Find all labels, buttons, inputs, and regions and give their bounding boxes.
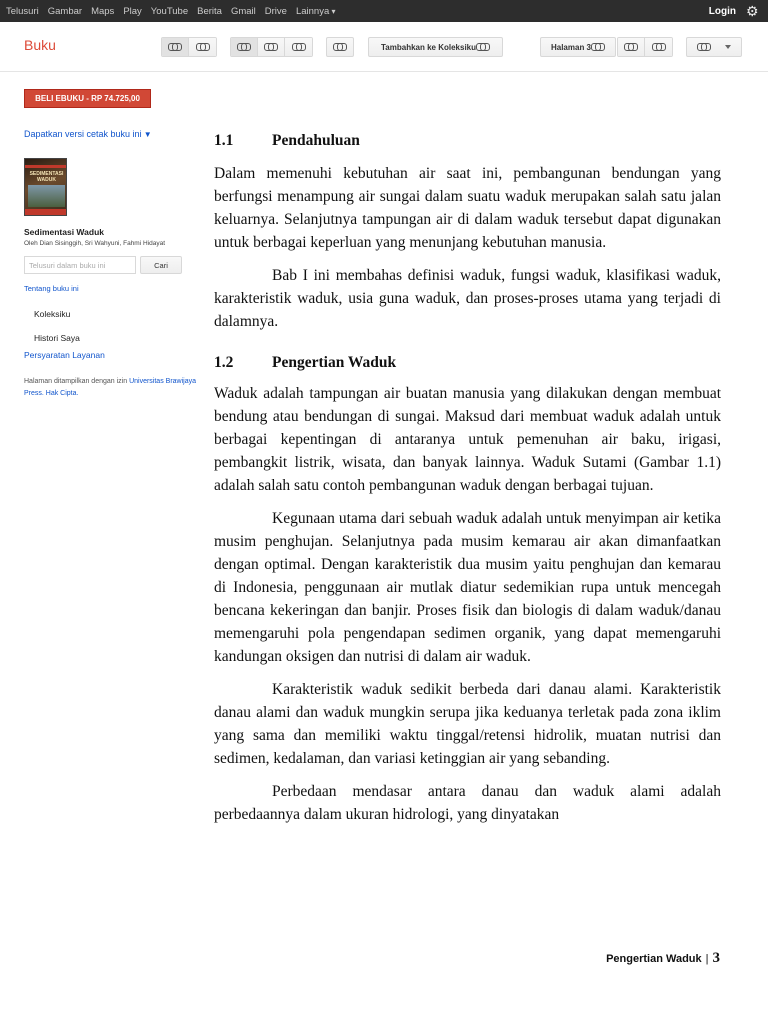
next-page-button[interactable] (645, 38, 672, 56)
permission-text: Halaman ditampilkan dengan izin (24, 378, 128, 385)
gbar-link-gambar[interactable]: Gambar (47, 5, 83, 17)
paragraph: Waduk adalah tampungan air buatan manusia yang dilakukan dengan membuat bendung atau bendungan di sungai. Maksud dari membuat waduk adalah untuk berbagai kepentingan di antaranya untuk pemenuhan air baku, irigasi, pembangkit listrik, wisata, dan banyak lainnya. Waduk Sutami (Gambar 1.1) adalah salah satu contoh pembangunan waduk dengan berbagai tujuan. (214, 385, 721, 494)
section-title: Pengertian Waduk (272, 354, 397, 371)
link-icon (292, 43, 306, 51)
book-cover[interactable] (24, 158, 67, 216)
view-two-page-button[interactable] (189, 38, 216, 56)
books-header (0, 22, 768, 72)
buy-ebook-button[interactable]: BELI EBUKU - RP 74.725,00 (24, 89, 151, 108)
permission-note (24, 376, 204, 400)
view-single-page-button[interactable] (162, 38, 189, 56)
section-number: 1.1 (214, 132, 234, 149)
get-print-version-link[interactable]: Dapatkan versi cetak buku ini ▼ (24, 129, 152, 139)
link-icon (697, 43, 711, 51)
chevron-down-icon (725, 45, 731, 49)
gbar-more-menu[interactable]: Lainnya ▾ (296, 6, 336, 17)
link-button[interactable] (326, 37, 354, 57)
gbar-link-drive[interactable]: Drive (264, 5, 287, 17)
sidebar-item-history[interactable]: Histori Saya (34, 333, 80, 343)
search-in-book-input[interactable] (24, 256, 136, 274)
cover-image (28, 185, 65, 207)
layout-thumbnail-button[interactable] (285, 38, 312, 56)
page-number: 3 (712, 950, 720, 966)
section-number: 1.2 (214, 354, 234, 371)
paragraph: Perbedaan mendasar antara danau dan waduk alami adalah perbedaannya dalam ukuran hidrologi, yang dinyatakan (214, 783, 721, 823)
google-bar-links (0, 6, 344, 17)
link-icon (168, 43, 182, 51)
google-bar (0, 0, 768, 22)
link-icon (237, 43, 251, 51)
books-logo[interactable]: Buku (24, 37, 56, 53)
gbar-link-berita[interactable]: Berita (197, 5, 222, 17)
terms-of-service-link[interactable]: Persyaratan Layanan (24, 350, 105, 360)
paragraph: Dalam memenuhi kebutuhan air saat ini, pembangunan bendungan yang berfungsi menampung air sungai dalam suatu waduk merupakan salah satu jalan keluarnya. Selanjutnya tampungan air di dalam waduk tersebut dapat digunakan untuk berbagai keperluan yang menunjang kebutuhan manusia. (214, 165, 721, 251)
paragraph: Karakteristik waduk sedikit berbeda dari danau alami. Karakteristik danau alami dan waduk mungkin serupa jika keduanya terletak pada zona iklim yang sama dan memiliki waktu tinggal/retensi hidrolik, muatan nutrisi dan sedimen, kedalaman, dan variasi ketinggian air yang sebanding. (214, 681, 721, 767)
link-icon (264, 43, 278, 51)
link-icon (476, 43, 490, 51)
cover-strip (25, 165, 67, 168)
layout-text-button[interactable] (258, 38, 285, 56)
gbar-link-maps[interactable]: Maps (91, 5, 115, 17)
gbar-link-youtube[interactable]: YouTube (150, 5, 189, 17)
link-icon (591, 43, 605, 51)
add-to-library-label: Tambahkan ke Koleksiku (381, 42, 476, 52)
paragraph: Bab I ini membahas definisi waduk, fungsi waduk, klasifikasi waduk, karakteristik waduk, usia guna waduk, dan proses-proses utama yang terjadi di dalamnya. (214, 267, 721, 330)
settings-dropdown-button[interactable] (686, 37, 742, 57)
book-page (214, 130, 721, 826)
about-book-link[interactable]: Tentang buku ini (24, 284, 79, 293)
gear-icon[interactable]: ⚙ (746, 3, 759, 19)
running-footer-title: Pengertian Waduk (606, 953, 702, 965)
search-button[interactable]: Cari (140, 256, 182, 274)
page-selector-button[interactable] (540, 37, 616, 57)
cover-title: SEDIMENTASI WADUK (29, 171, 64, 183)
paragraph: Kegunaan utama dari sebuah waduk adalah untuk menyimpan air ketika musim penghujan. Selanjutnya pada musim kemarau air akan dimanfaatkan dengan optimal. Dengan karakteristik dua musim yaitu penghujan dan kemarau di Indonesia, penggunaan air mutlak diatur sedemikian rupa untuk mencegah bencana kekeringan dan banjir. Proses fisik dan biologis di dalam waduk/danau memengaruhi pola pengendapan sedimen organik, yang dapat memengaruhi kandungan oksigen dan nutrisi di dalam air waduk. (214, 510, 721, 665)
gbar-link-telusuri[interactable]: Telusuri (6, 5, 39, 17)
link-icon (196, 43, 210, 51)
link-icon (624, 43, 638, 51)
book-title: Sedimentasi Waduk (24, 227, 104, 237)
page-selector-label: Halaman 3 (550, 42, 592, 52)
add-to-library-button[interactable] (368, 37, 503, 57)
sidebar-item-library[interactable]: Koleksiku (34, 309, 71, 319)
publisher-link[interactable]: Universitas Brawijaya Press. Hak Cipta. (24, 378, 196, 397)
book-authors: Oleh Dian Sisinggih, Sri Wahyuni, Fahmi Hidayat (24, 240, 166, 247)
section-heading-1-2 (214, 352, 721, 374)
page-nav-group (617, 37, 673, 57)
link-icon (652, 43, 666, 51)
gbar-link-play[interactable]: Play (123, 5, 142, 17)
login-link[interactable]: Login (708, 5, 736, 17)
footer-separator: | (705, 953, 709, 965)
view-mode-group (161, 37, 217, 57)
layout-group (230, 37, 313, 57)
link-icon (333, 43, 347, 51)
layout-scroll-button[interactable] (231, 38, 258, 56)
section-title: Pendahuluan (272, 132, 360, 149)
cover-bottom-strip (25, 209, 67, 215)
gbar-link-gmail[interactable]: Gmail (230, 5, 256, 17)
page-footer (560, 950, 720, 967)
gbar-right (709, 0, 760, 22)
section-heading-1-1 (214, 130, 721, 152)
prev-page-button[interactable] (618, 38, 645, 56)
